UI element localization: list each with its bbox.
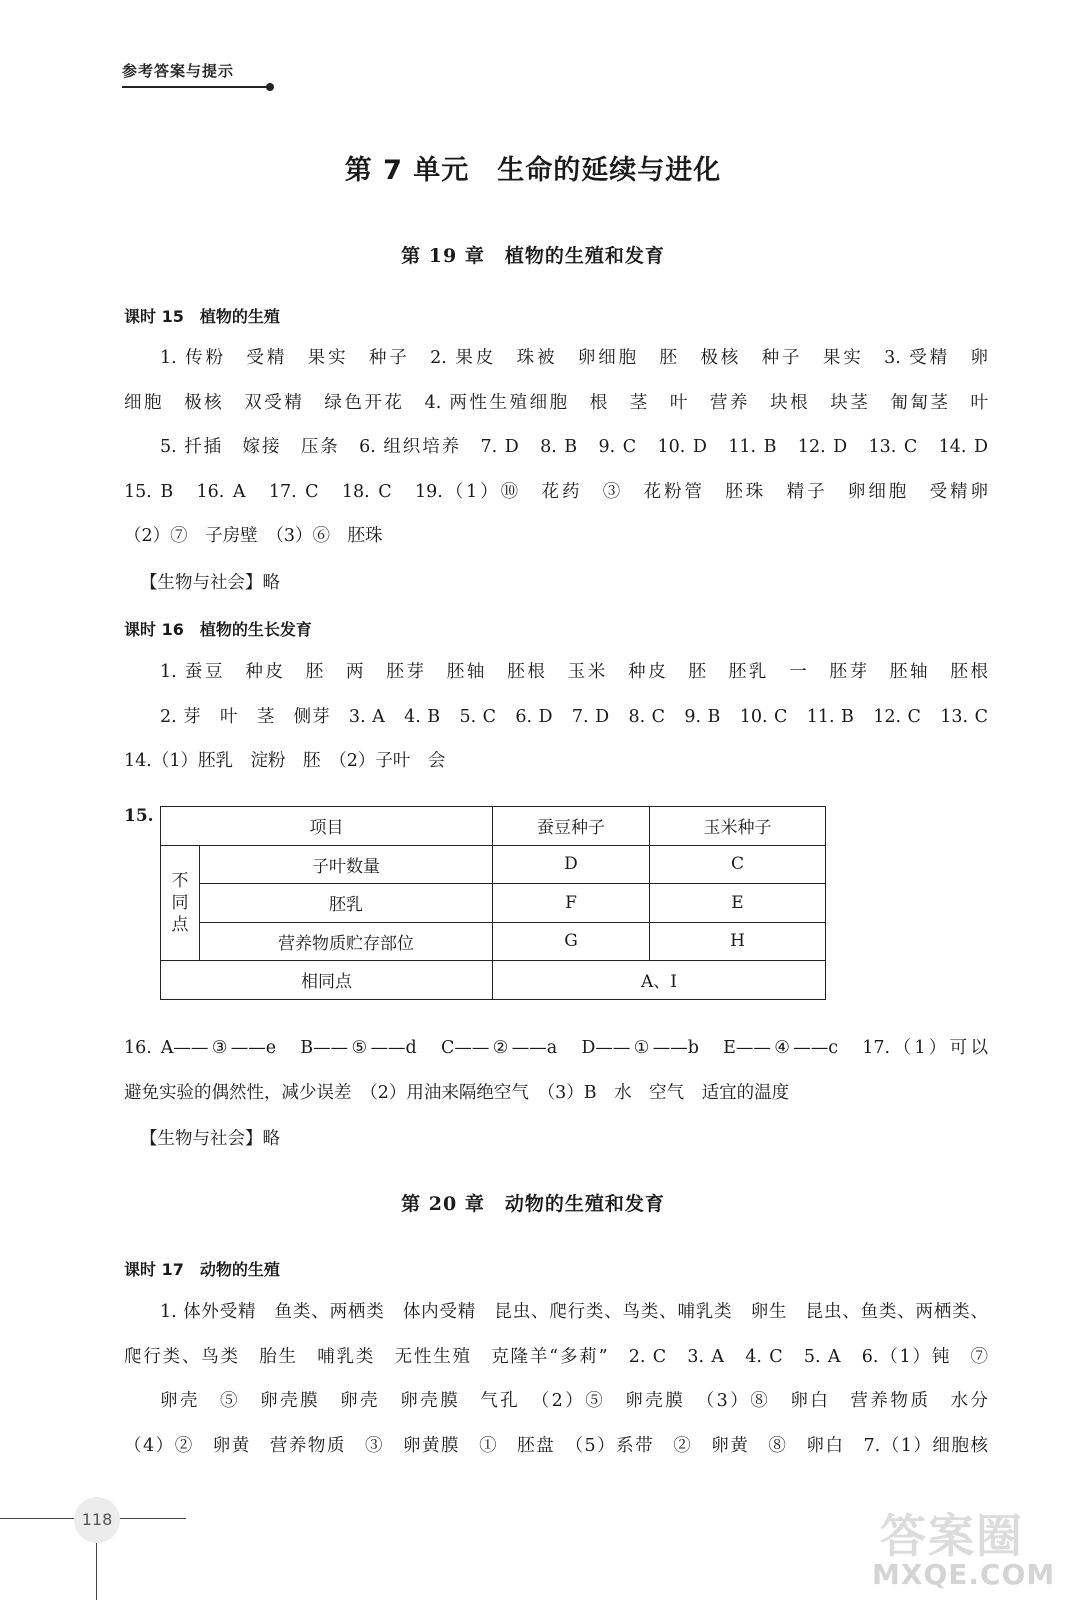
chapter-19-title: 第 19 章 植物的生殖和发育 [401, 245, 665, 267]
table-cell: C [650, 845, 826, 884]
lesson-16-name: 植物的生长发育 [199, 620, 312, 639]
table-cell: 子叶数量 [200, 845, 493, 884]
same-point-value: A、I [493, 961, 826, 1000]
answer-line: 15. B 16. A 17. C 18. C 19.（1）⑩ 花药 ③ 花粉管 胚珠 精子 卵细胞 受精卵 [124, 481, 988, 502]
answer-line: 细胞 极核 双受精 绿色开花 4. 两性生殖细胞 根 茎 叶 营养 块根 块茎 匍匐茎 叶 [124, 392, 988, 413]
answer-line: （4）② 卵黄 营养物质 ③ 卵黄膜 ① 胚盘 （5）系带 ② 卵黄 ⑧ 卵白 7.（1）细胞核 [124, 1435, 988, 1456]
answer-line: （2）⑦ 子房壁 （3）⑥ 胚珠 [124, 526, 383, 546]
difference-label-cell [161, 845, 200, 961]
chapter-20-title: 第 20 章 动物的生殖和发育 [401, 1193, 665, 1215]
footer-vertical-rule [96, 1540, 97, 1600]
lesson-16-note: 【生物与社会】略 [140, 1129, 280, 1149]
answer-line: 2. 芽 叶 茎 侧芽 3. A 4. B 5. C 6. D 7. D 8. C 9. B 10. C 11. B 12. C 13. C [160, 706, 988, 727]
same-point-label: 相同点 [161, 961, 493, 1000]
answer-line: 爬行类、鸟类 胎生 哺乳类 无性生殖 克隆羊“多莉” 2. C 3. A 4. C 5. A 6.（1）钝 ⑦ [124, 1346, 988, 1367]
lesson-15-name: 植物的生殖 [199, 307, 280, 326]
table-cell: 营养物质贮存部位 [200, 922, 493, 961]
lesson-16-answers [124, 650, 988, 784]
answer-line: 1. 蚕豆 种皮 胚 两 胚芽 胚轴 胚根 玉米 种皮 胚 胚乳 一 胚芽 胚轴 胚根 [160, 662, 988, 682]
lesson-16-answers-continued [124, 1026, 988, 1115]
lesson-17-number: 课时 17 [124, 1260, 184, 1279]
table-header-cell: 蚕豆种子 [493, 807, 650, 846]
header-rule [122, 86, 268, 88]
header-dot [266, 83, 274, 91]
lesson-17-answers [124, 1290, 988, 1468]
table-cell: F [493, 884, 650, 923]
answer-line: 14.（1）胚乳 淀粉 胚 （2）子叶 会 [124, 751, 446, 771]
table-header-cell: 项目 [161, 807, 493, 846]
table-cell: E [650, 884, 826, 923]
answer-line: 避免实验的偶然性，减少误差 （2）用油来隔绝空气 （3）B 水 空气 适宜的温度 [124, 1082, 790, 1103]
watermark-logo-cn: 答案圈 [880, 1509, 1024, 1563]
lesson-15-note: 【生物与社会】略 [140, 573, 280, 593]
page-number: 118 [74, 1497, 120, 1543]
answer-line: 16. A——③——e B——⑤——d C——②——a D——①——b E——④——c 17.（1）可以 [124, 1038, 988, 1058]
lesson-15-heading [124, 304, 280, 327]
watermark-logo-en: MXQE.COM [872, 1558, 1056, 1591]
table-cell: 胚乳 [200, 884, 493, 923]
lesson-16-heading [124, 617, 312, 640]
lesson-15-answers [124, 336, 988, 559]
lesson-16-number: 课时 16 [124, 620, 184, 639]
table-header-cell: 玉米种子 [650, 807, 826, 846]
table-row [161, 961, 826, 1000]
table-cell: D [493, 845, 650, 884]
difference-label: 不同点 [171, 870, 189, 935]
table-row [161, 884, 826, 923]
lesson-15-number: 课时 15 [124, 307, 184, 326]
seed-comparison-table [160, 806, 826, 1000]
running-header [122, 60, 274, 81]
table-header-row [161, 807, 826, 846]
answer-line: 5. 扦插 嫁接 压条 6. 组织培养 7. D 8. B 9. C 10. D 11. B 12. D 13. C 14. D [160, 437, 988, 457]
lesson-17-heading [124, 1257, 280, 1280]
table-cell: H [650, 922, 826, 961]
watermark [872, 1500, 1058, 1592]
table-cell: G [493, 922, 650, 961]
table-row [161, 845, 826, 884]
header-label: 参考答案与提示 [122, 62, 235, 80]
answer-line: 卵壳 ⑤ 卵壳膜 卵壳 卵壳膜 气孔 （2）⑤ 卵壳膜 （3）⑧ 卵白 营养物质 水分 [160, 1391, 988, 1411]
question-15-label: 15. [124, 806, 154, 826]
unit-title: 第 7 单元 生命的延续与进化 [344, 155, 722, 186]
answer-line: 1. 传粉 受精 果实 种子 2. 果皮 珠被 卵细胞 胚 极核 种子 果实 3. 受精 卵 [160, 348, 988, 368]
table-row [161, 922, 826, 961]
answer-line: 1. 体外受精 鱼类、两栖类 体内受精 昆虫、爬行类、鸟类、哺乳类 卵生 昆虫、鱼类、两栖类、 [160, 1302, 988, 1322]
lesson-17-name: 动物的生殖 [199, 1260, 280, 1279]
